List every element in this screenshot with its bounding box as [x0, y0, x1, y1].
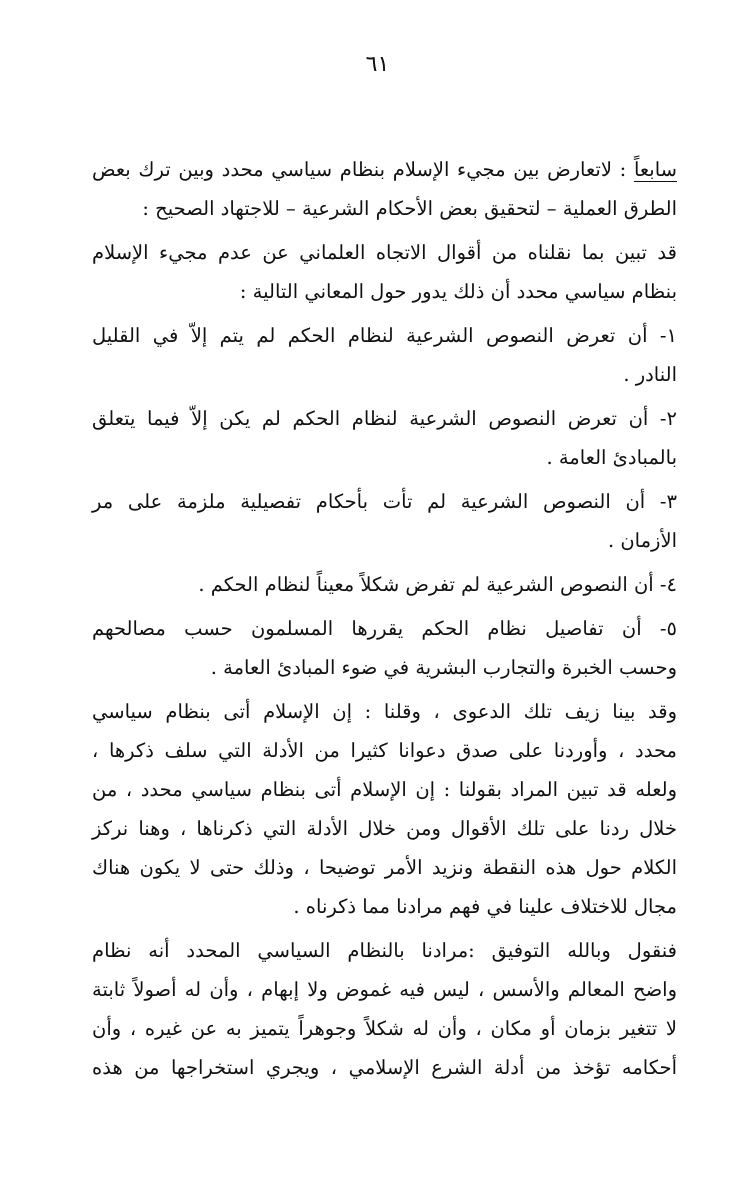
heading-label: سابعاً: [633, 158, 677, 181]
paragraph-3-line-4: أحكامه تؤخذ من أدلة الشرع الإسلامي ، ويجري استخراجها من هذه: [92, 1056, 677, 1079]
intro-line-2: بنظام سياسي محدد أن ذلك يدور حول المعاني التالية :: [239, 280, 677, 303]
point-4-line-1: ٤- أن النصوص الشرعية لم تفرض شكلاً معيناً لنظام الحكم .: [198, 573, 677, 596]
heading-text: : لاتعارض بين مجيء الإسلام بنظام سياسي محدد وبين ترك بعض: [92, 158, 627, 181]
page-body: [92, 150, 677, 1087]
point-3-line-1: ٣- أن النصوص الشرعية لم تأت بأحكام تفصيلية ملزمة على مر: [92, 490, 677, 513]
point-2-line-2: بالمبادئ العامة .: [546, 446, 677, 469]
paragraph-2-line-1: وقد بينا زيف تلك الدعوى ، وقلنا : إن الإسلام أتى بنظام سياسي: [92, 700, 677, 723]
heading-line-2: الطرق العملية – لتحقيق بعض الأحكام الشرعية – للاجتهاد الصحيح :: [142, 197, 677, 220]
point-1-line-1: ١- أن تعرض النصوص الشرعية لنظام الحكم لم يتم إلاّ في القليل: [92, 324, 677, 347]
paragraph-2-line-2: محدد ، وأوردنا على صدق دعوانا كثيرا من الأدلة التي سلف ذكرها ،: [92, 739, 677, 762]
point-5-line-2: وحسب الخبرة والتجارب البشرية في ضوء المبادئ العامة .: [210, 656, 677, 679]
point-1-line-2: النادر .: [623, 363, 677, 386]
page-number: ٦١: [365, 52, 390, 77]
point-3-line-2: الأزمان .: [607, 529, 677, 552]
intro-line-1: قد تبين بما نقلناه من أقوال الاتجاه العلماني عن عدم مجيء الإسلام: [92, 241, 677, 264]
paragraph-2-line-3: ولعله قد تبين المراد بقولنا : إن الإسلام أتى بنظام سياسي محدد ، من: [92, 778, 677, 801]
paragraph-3-line-2: واضح المعالم والأسس ، ليس فيه غموض ولا إبهام ، وأن له أصولاً ثابتة: [92, 978, 677, 1001]
paragraph-3-line-3: لا تتغير بزمان أو مكان ، وأن له شكلاً وجوهراً يتميز به عن غيره ، وأن: [92, 1017, 677, 1040]
point-5-line-1: ٥- أن تفاصيل نظام الحكم يقررها المسلمون حسب مصالحهم: [92, 617, 677, 640]
paragraph-2-line-4: خلال ردنا على تلك الأقوال ومن خلال الأدلة التي ذكرناها ، وهنا نركز: [92, 817, 677, 840]
paragraph-3-line-1: فنقول وبالله التوفيق :مرادنا بالنظام السياسي المحدد أنه نظام: [92, 939, 677, 962]
paragraph-2-line-5: الكلام حول هذه النقطة ونزيد الأمر توضيحا ، وذلك حتى لا يكون هناك: [92, 856, 677, 879]
point-2-line-1: ٢- أن تعرض النصوص الشرعية لنظام الحكم لم يكن إلاّ فيما يتعلق: [92, 407, 677, 430]
heading-line-1: [92, 150, 677, 189]
paragraph-2-line-6: مجال للاختلاف علينا في فهم مرادنا مما ذكرناه .: [293, 895, 677, 918]
